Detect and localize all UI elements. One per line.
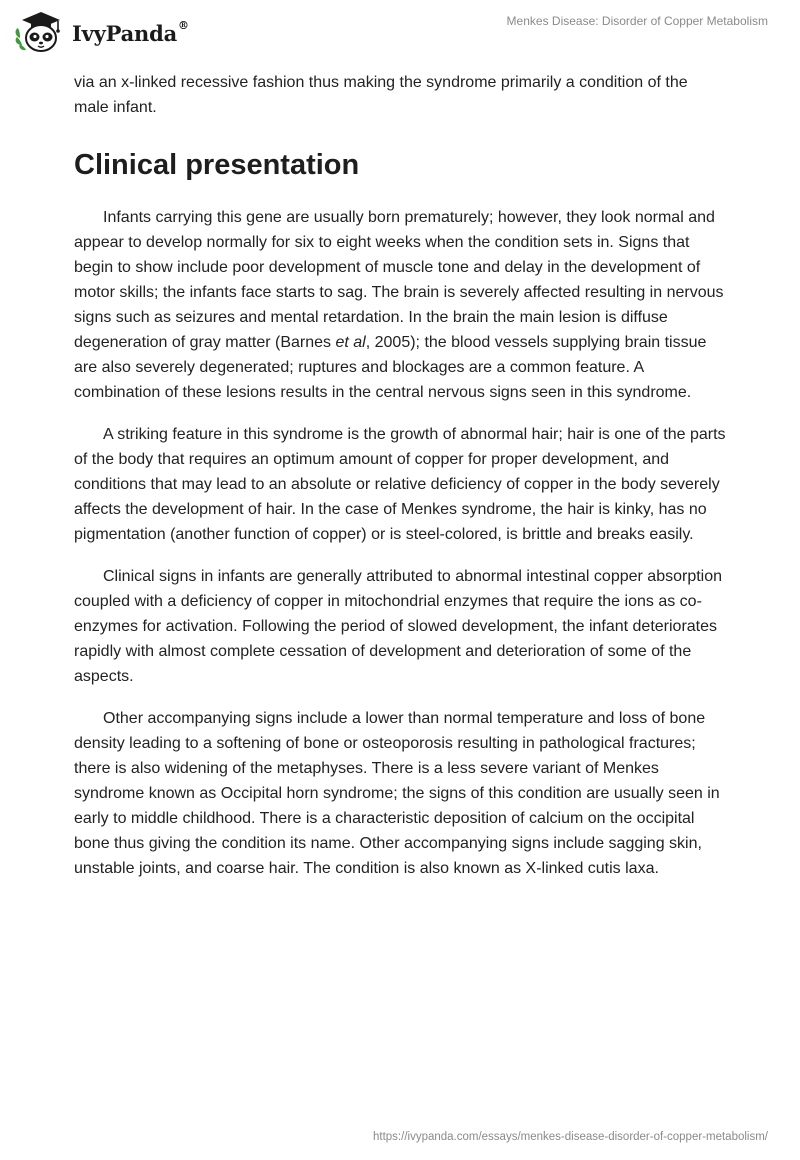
citation-et-al: et al	[335, 334, 366, 351]
source-url[interactable]: https://ivypanda.com/essays/menkes-disease-disorder-of-copper-metabolism/	[373, 1131, 768, 1143]
registered-mark: ®	[178, 18, 189, 32]
ivypanda-logo[interactable]	[14, 8, 189, 54]
paragraph-1: Infants carrying this gene are usually born prematurely; however, they look normal and appear to develop normally for six to eight weeks when the condition sets in. Signs that begin to show include poor development of muscle tone and delay in the development of motor skills; the infants face starts to sag. The brain is severely affected resulting in nervous signs such as seizures and mental retardation. In the brain the main lesion is diffuse degeneration of gray matter (Barnes et al, 2005); the blood vessels supplying brain tissue are also severely degenerated; ruptures and blockages are a common feature. A combination of these lesions results in the central nervous signs seen in this syndrome.	[74, 209, 724, 401]
section-heading: Clinical presentation	[74, 149, 360, 181]
paragraph-3: Clinical signs in infants are generally attributed to abnormal intestinal copper absorption coupled with a deficiency of copper in mitochondrial enzymes that require the ions as co-enzymes for activation. Following the period of slowed development, the infant deteriorates rapidly with almost complete cessation of development and deterioration of some of the aspects.	[74, 568, 723, 685]
running-title: Menkes Disease: Disorder of Copper Metabolism	[506, 14, 768, 28]
brand-name: IvyPanda®	[72, 18, 189, 46]
continued-paragraph: via an x-linked recessive fashion thus making the syndrome primarily a condition of the male infant.	[74, 74, 688, 116]
essay-body	[74, 70, 726, 898]
paragraph-2: A striking feature in this syndrome is the growth of abnormal hair; hair is one of the parts of the body that requires an optimum amount of copper for proper development, and conditions that may lead to an absolute or relative deficiency of copper in the body severely affects the development of hair. In the case of Menkes syndrome, the hair is kinky, has no pigmentation (another function of copper) or is steel-colored, is brittle and breaks easily.	[74, 426, 726, 543]
page-header	[0, 0, 800, 64]
panda-graduation-cap-icon	[14, 8, 66, 54]
paragraph-4: Other accompanying signs include a lower than normal temperature and loss of bone density leading to a softening of bone or osteoporosis resulting in pathological fractures; there is also widening of the metaphyses. There is a less severe variant of Menkes syndrome known as Occipital horn syndrome; the signs of this condition are usually seen in early to middle childhood. There is a characteristic deposition of calcium on the occipital bone thus giving the condition its name. Other accompanying signs include sagging skin, unstable joints, and coarse hair. The condition is also known as X-linked cutis laxa.	[74, 710, 720, 877]
